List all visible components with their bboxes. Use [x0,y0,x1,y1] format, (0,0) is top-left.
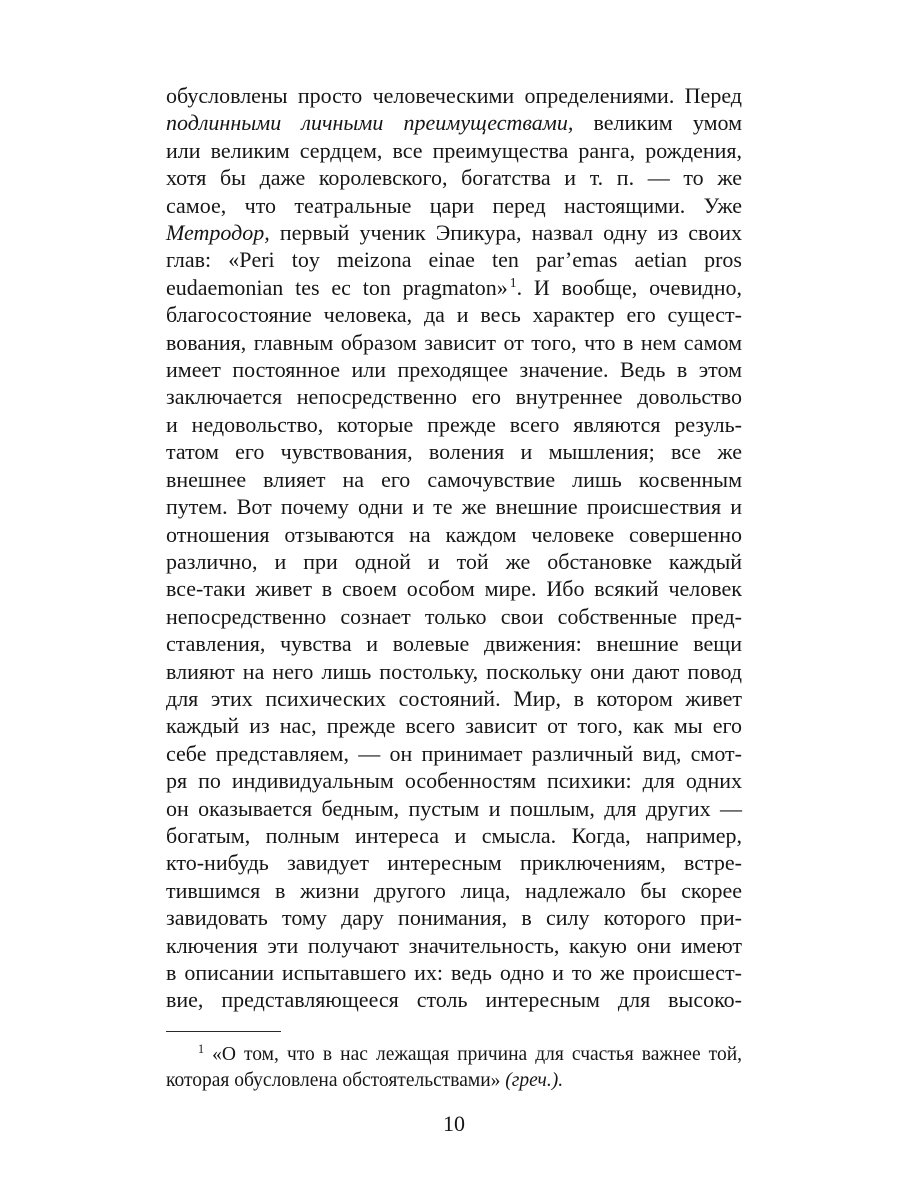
text-line [166,877,742,904]
text-line [166,1042,742,1068]
italic-text: Метродор, [166,220,270,246]
text-line [166,795,742,822]
text-segment: все-таки живет в своем особом мире. Ибо всякий человек [166,576,742,602]
text-line [166,219,742,246]
text-line [166,630,742,657]
text-line [166,356,742,383]
text-segment: каждый из нас, прежде всего зависит от того, как мы его [166,713,742,739]
text-line [166,274,742,301]
text-line [166,1068,742,1094]
text-line [166,411,742,438]
text-line [166,329,742,356]
text-segment: самое, что театральные цари перед настоящими. Уже [166,192,742,218]
page-number: 10 [443,1111,465,1136]
text-segment: татом его чувствования, воления и мышления; все же [166,439,742,465]
text-line [166,685,742,712]
text-line [166,904,742,931]
text-segment: заключается непосредственно его внутреннее довольство [166,384,742,410]
text-line [166,548,742,575]
text-line [166,658,742,685]
text-line [166,137,742,164]
footnote-ref: 1 [198,1041,205,1056]
text-line [166,575,742,602]
text-segment: различно, и при одной и той же обстановке каждый [166,548,742,574]
text-segment: влияют на него лишь постольку, поскольку они дают повод [166,658,742,684]
main-text-block [166,82,742,1014]
text-segment: себе представляем, — он принимает различный вид, смот- [166,740,742,766]
italic-text: (греч.). [505,1070,564,1091]
text-line [166,466,742,493]
text-line [166,959,742,986]
text-segment: отношения отзываются на каждом человеке совершенно [166,521,742,547]
text-line [166,82,742,109]
text-segment: путем. Вот почему одни и те же внешние происшествия и [166,494,742,520]
text-segment: тившимся в жизни другого лица, надлежало бы скорее [166,877,742,903]
text-segment: первый ученик Эпикура, назвал одну из своих [269,220,742,246]
text-segment: непосредственно сознает только свои собственные пред- [166,603,742,629]
italic-text: подлинными личными преимуществами, [166,110,574,136]
text-segment: вования, главным образом зависит от того, что в нем самом [166,329,742,355]
text-segment: которая обусловлена обстоятельствами» [166,1070,506,1091]
text-segment: обусловлены просто человеческими определениями. Перед [166,83,742,108]
text-line [166,932,742,959]
text-segment: благосостояние человека, да и весь характер его сущест- [166,302,742,328]
text-segment: внешнее влияет на его самочувствие лишь косвенным [166,466,742,492]
text-line [166,383,742,410]
text-segment: ключения эти получают значительность, какую они имеют [166,932,742,958]
text-line [166,301,742,328]
text-segment: имеет постоянное или преходящее значение. Ведь в этом [166,357,742,383]
text-line [166,521,742,548]
text-line [166,164,742,191]
text-line [166,740,742,767]
text-segment: хотя бы даже королевского, богатства и т. п. — то же [166,165,742,191]
text-line [166,246,742,273]
text-segment: ря по индивидуальным особенностям психики: для одних [166,768,742,794]
text-segment: вие, представляющееся столь интересным для высоко- [166,987,742,1013]
text-segment: eudaemonian tes ec ton pragmaton» [166,274,508,300]
text-line [166,712,742,739]
text-line [166,493,742,520]
text-segment: «О том, что в нас лежащая причина для счастья важнее той, [204,1044,742,1065]
text-segment: в описании испытавшего их: ведь одно и то же происшест- [166,960,742,985]
text-segment: завидовать тому дару понимания, в силу которого при- [166,905,742,931]
text-line [166,822,742,849]
text-segment: и недовольство, которые прежде всего являются резуль- [166,411,742,437]
text-line [166,849,742,876]
footnote-divider [166,1031,281,1032]
footnote-ref: 1 [509,274,517,290]
text-line [166,986,742,1013]
footnote [166,1042,742,1094]
text-line [166,438,742,465]
text-line [166,767,742,794]
text-segment: ставления, чувства и волевые движения: внешние вещи [166,631,742,657]
text-segment: кто-нибудь завидует интересным приключениям, встре- [166,850,742,876]
text-segment: или великим сердцем, все преимущества ранга, рождения, [166,137,742,163]
text-line [166,109,742,136]
text-line [166,192,742,219]
text-segment: он оказывается бедным, пустым и пошлым, для других — [166,795,742,821]
text-segment: великим умом [573,110,743,136]
text-segment: для этих психических состояний. Мир, в котором живет [166,685,742,711]
text-segment: богатым, полным интереса и смысла. Когда, например, [166,822,742,848]
text-segment: . И вообще, очевидно, [516,274,742,300]
text-line [166,603,742,630]
text-segment: глав: «Peri toy meizona einae ten par’emas aetian pros [166,247,742,273]
